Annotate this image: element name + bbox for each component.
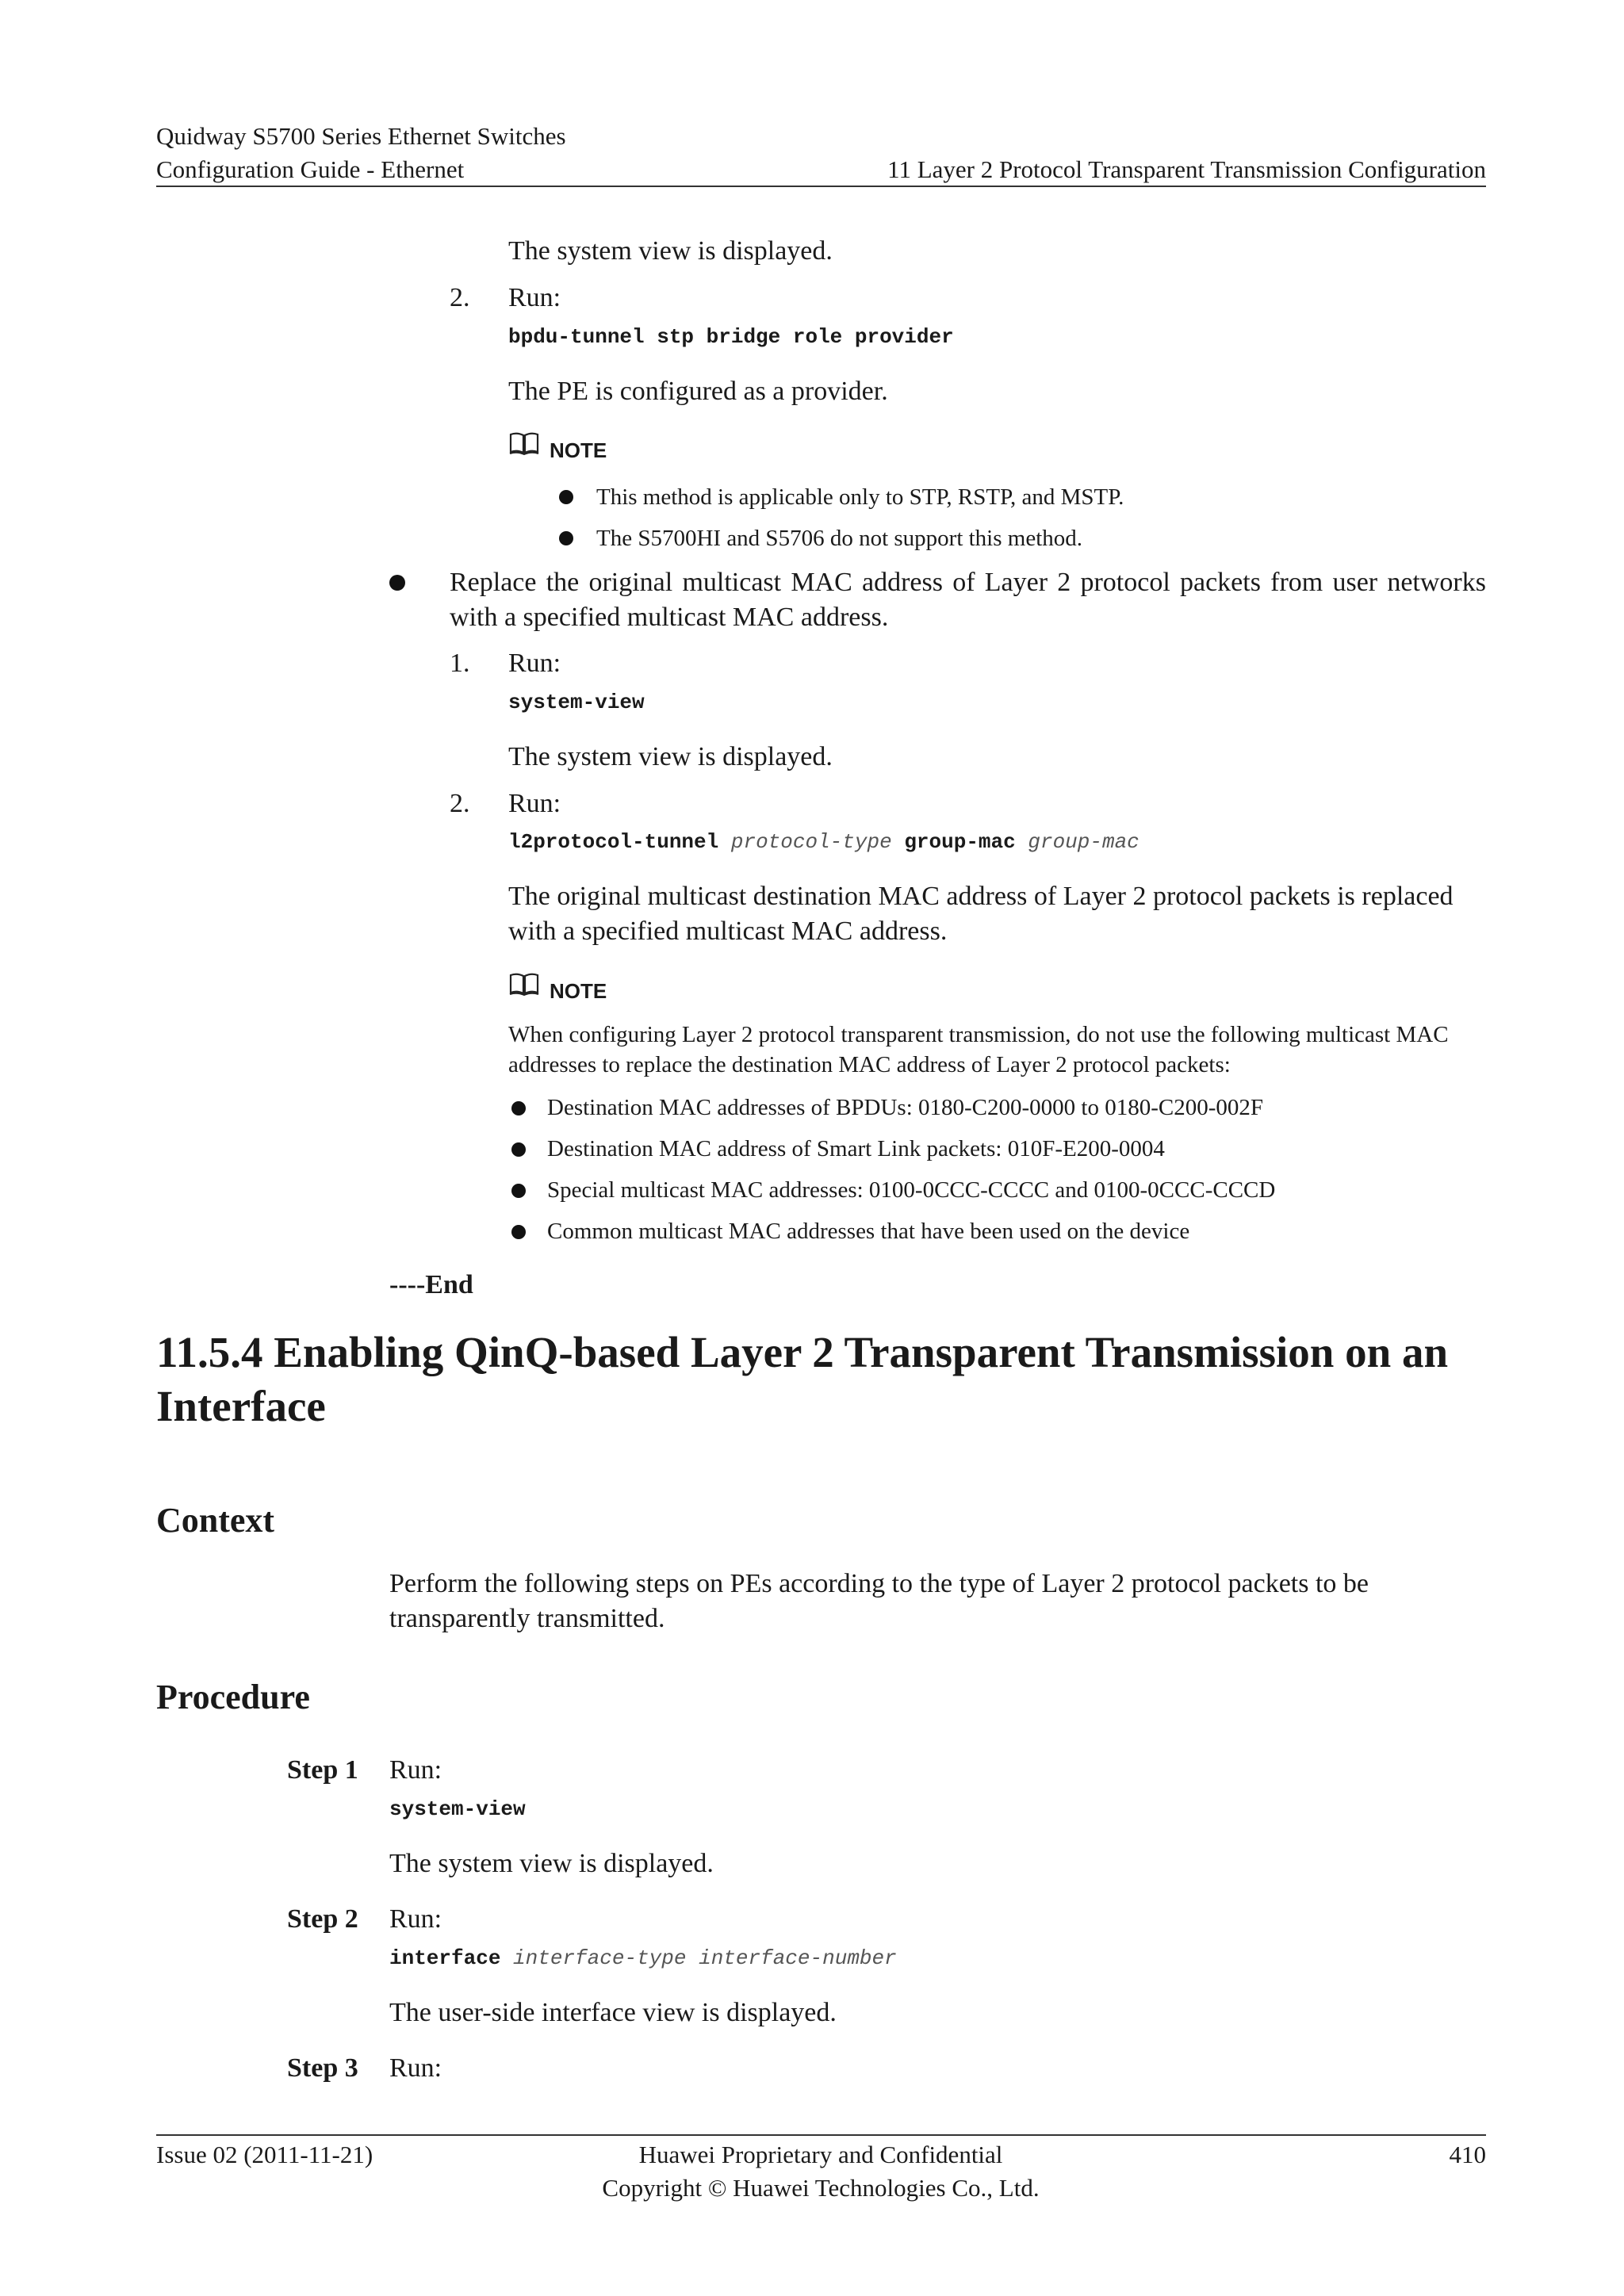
header-rule: [156, 186, 1486, 187]
system-view-desc: The system view is displayed.: [508, 236, 833, 266]
run-label: Run:: [508, 283, 561, 312]
command-desc: The original multicast destination MAC address of Layer 2 protocol packets is replaced with a specified multicast MAC address.: [508, 882, 1454, 946]
note-item: This method is applicable only to STP, RSTP, and MSTP.: [596, 484, 1124, 510]
command-line: [389, 1945, 897, 1972]
footer-issue: Issue 02 (2011-11-21): [156, 2141, 373, 2168]
footer-rule: [156, 2134, 1486, 2136]
system-view-desc: The system view is displayed.: [508, 742, 833, 771]
bullet-icon: [511, 1184, 526, 1198]
note-item: Destination MAC address of Smart Link packets: 010F-E200-0004: [547, 1136, 1165, 1161]
procedure-heading: Procedure: [156, 1678, 310, 1716]
run-label: Run:: [389, 1904, 442, 1934]
bullet-icon: [511, 1225, 526, 1239]
command-keyword: bpdu-tunnel stp bridge role provider: [508, 325, 954, 349]
command-keyword: group-mac: [904, 830, 1016, 854]
step-number: 2.: [450, 789, 470, 818]
note-item: Special multicast MAC addresses: 0100-0CCC-CCCC and 0100-0CCC-CCCD: [547, 1177, 1276, 1203]
bullet-icon: [511, 1142, 526, 1157]
step-label: Step 1: [287, 1755, 358, 1785]
page-number: 410: [1449, 2141, 1486, 2168]
command-argument: interface-type interface-number: [513, 1946, 897, 1970]
header-chapter: 11 Layer 2 Protocol Transparent Transmission Configuration: [887, 155, 1486, 183]
step-number: 2.: [450, 283, 470, 312]
step-desc: The user-side interface view is displayed.: [389, 1998, 837, 2027]
note-label: NOTE: [550, 979, 607, 1003]
replace-bullet-text: Replace the original multicast MAC address of Layer 2 protocol packets from user networks with a specified multicast MAC address.: [450, 568, 1486, 632]
command-keyword: l2protocol-tunnel: [508, 830, 719, 854]
bullet-icon: [389, 575, 405, 591]
header-guide: Configuration Guide - Ethernet: [156, 155, 465, 183]
command-line: [389, 1796, 526, 1823]
context-text: Perform the following steps on PEs according to the type of Layer 2 protocol packets to be transparently transmitted.: [389, 1569, 1369, 1633]
command-argument: protocol-type: [730, 830, 892, 854]
book-icon: [508, 430, 540, 457]
run-label: Run:: [389, 2053, 442, 2083]
step-number: 1.: [450, 649, 470, 678]
run-label: Run:: [508, 649, 561, 678]
step-label: Step 3: [287, 2053, 358, 2083]
note-item: The S5700HI and S5706 do not support this method.: [596, 526, 1083, 551]
note-intro: When configuring Layer 2 protocol transparent transmission, do not use the following multicast MAC addresses to replace the destination MAC address of Layer 2 protocol packets:: [508, 1022, 1449, 1077]
context-heading: Context: [156, 1501, 275, 1540]
footer-confidential: Huawei Proprietary and Confidential: [638, 2141, 1003, 2168]
bullet-icon: [511, 1101, 526, 1115]
book-icon: [508, 970, 540, 997]
bullet-icon: [559, 490, 573, 504]
step-desc: The system view is displayed.: [389, 1849, 714, 1878]
command-keyword: system-view: [389, 1797, 526, 1821]
footer-copyright: Copyright © Huawei Technologies Co., Ltd.: [602, 2174, 1040, 2202]
command-argument: group-mac: [1028, 830, 1139, 854]
command-line: [508, 323, 954, 350]
command-keyword: system-view: [508, 691, 645, 714]
note-label: NOTE: [550, 438, 607, 462]
end-marker: ----End: [389, 1270, 473, 1299]
command-line: [508, 828, 1139, 855]
run-label: Run:: [389, 1755, 442, 1785]
note-item: Common multicast MAC addresses that have been used on the device: [547, 1219, 1190, 1244]
bullet-icon: [559, 531, 573, 545]
step-label: Step 2: [287, 1904, 358, 1934]
note-item: Destination MAC addresses of BPDUs: 0180-C200-0000 to 0180-C200-002F: [547, 1095, 1264, 1120]
command-keyword: interface: [389, 1946, 501, 1970]
run-label: Run:: [508, 789, 561, 818]
command-desc: The PE is configured as a provider.: [508, 377, 888, 406]
header-product: Quidway S5700 Series Ethernet Switches: [156, 122, 566, 150]
command-line: [508, 689, 645, 716]
section-title: 11.5.4 Enabling QinQ-based Layer 2 Transparent Transmission on an Interface: [156, 1328, 1449, 1430]
